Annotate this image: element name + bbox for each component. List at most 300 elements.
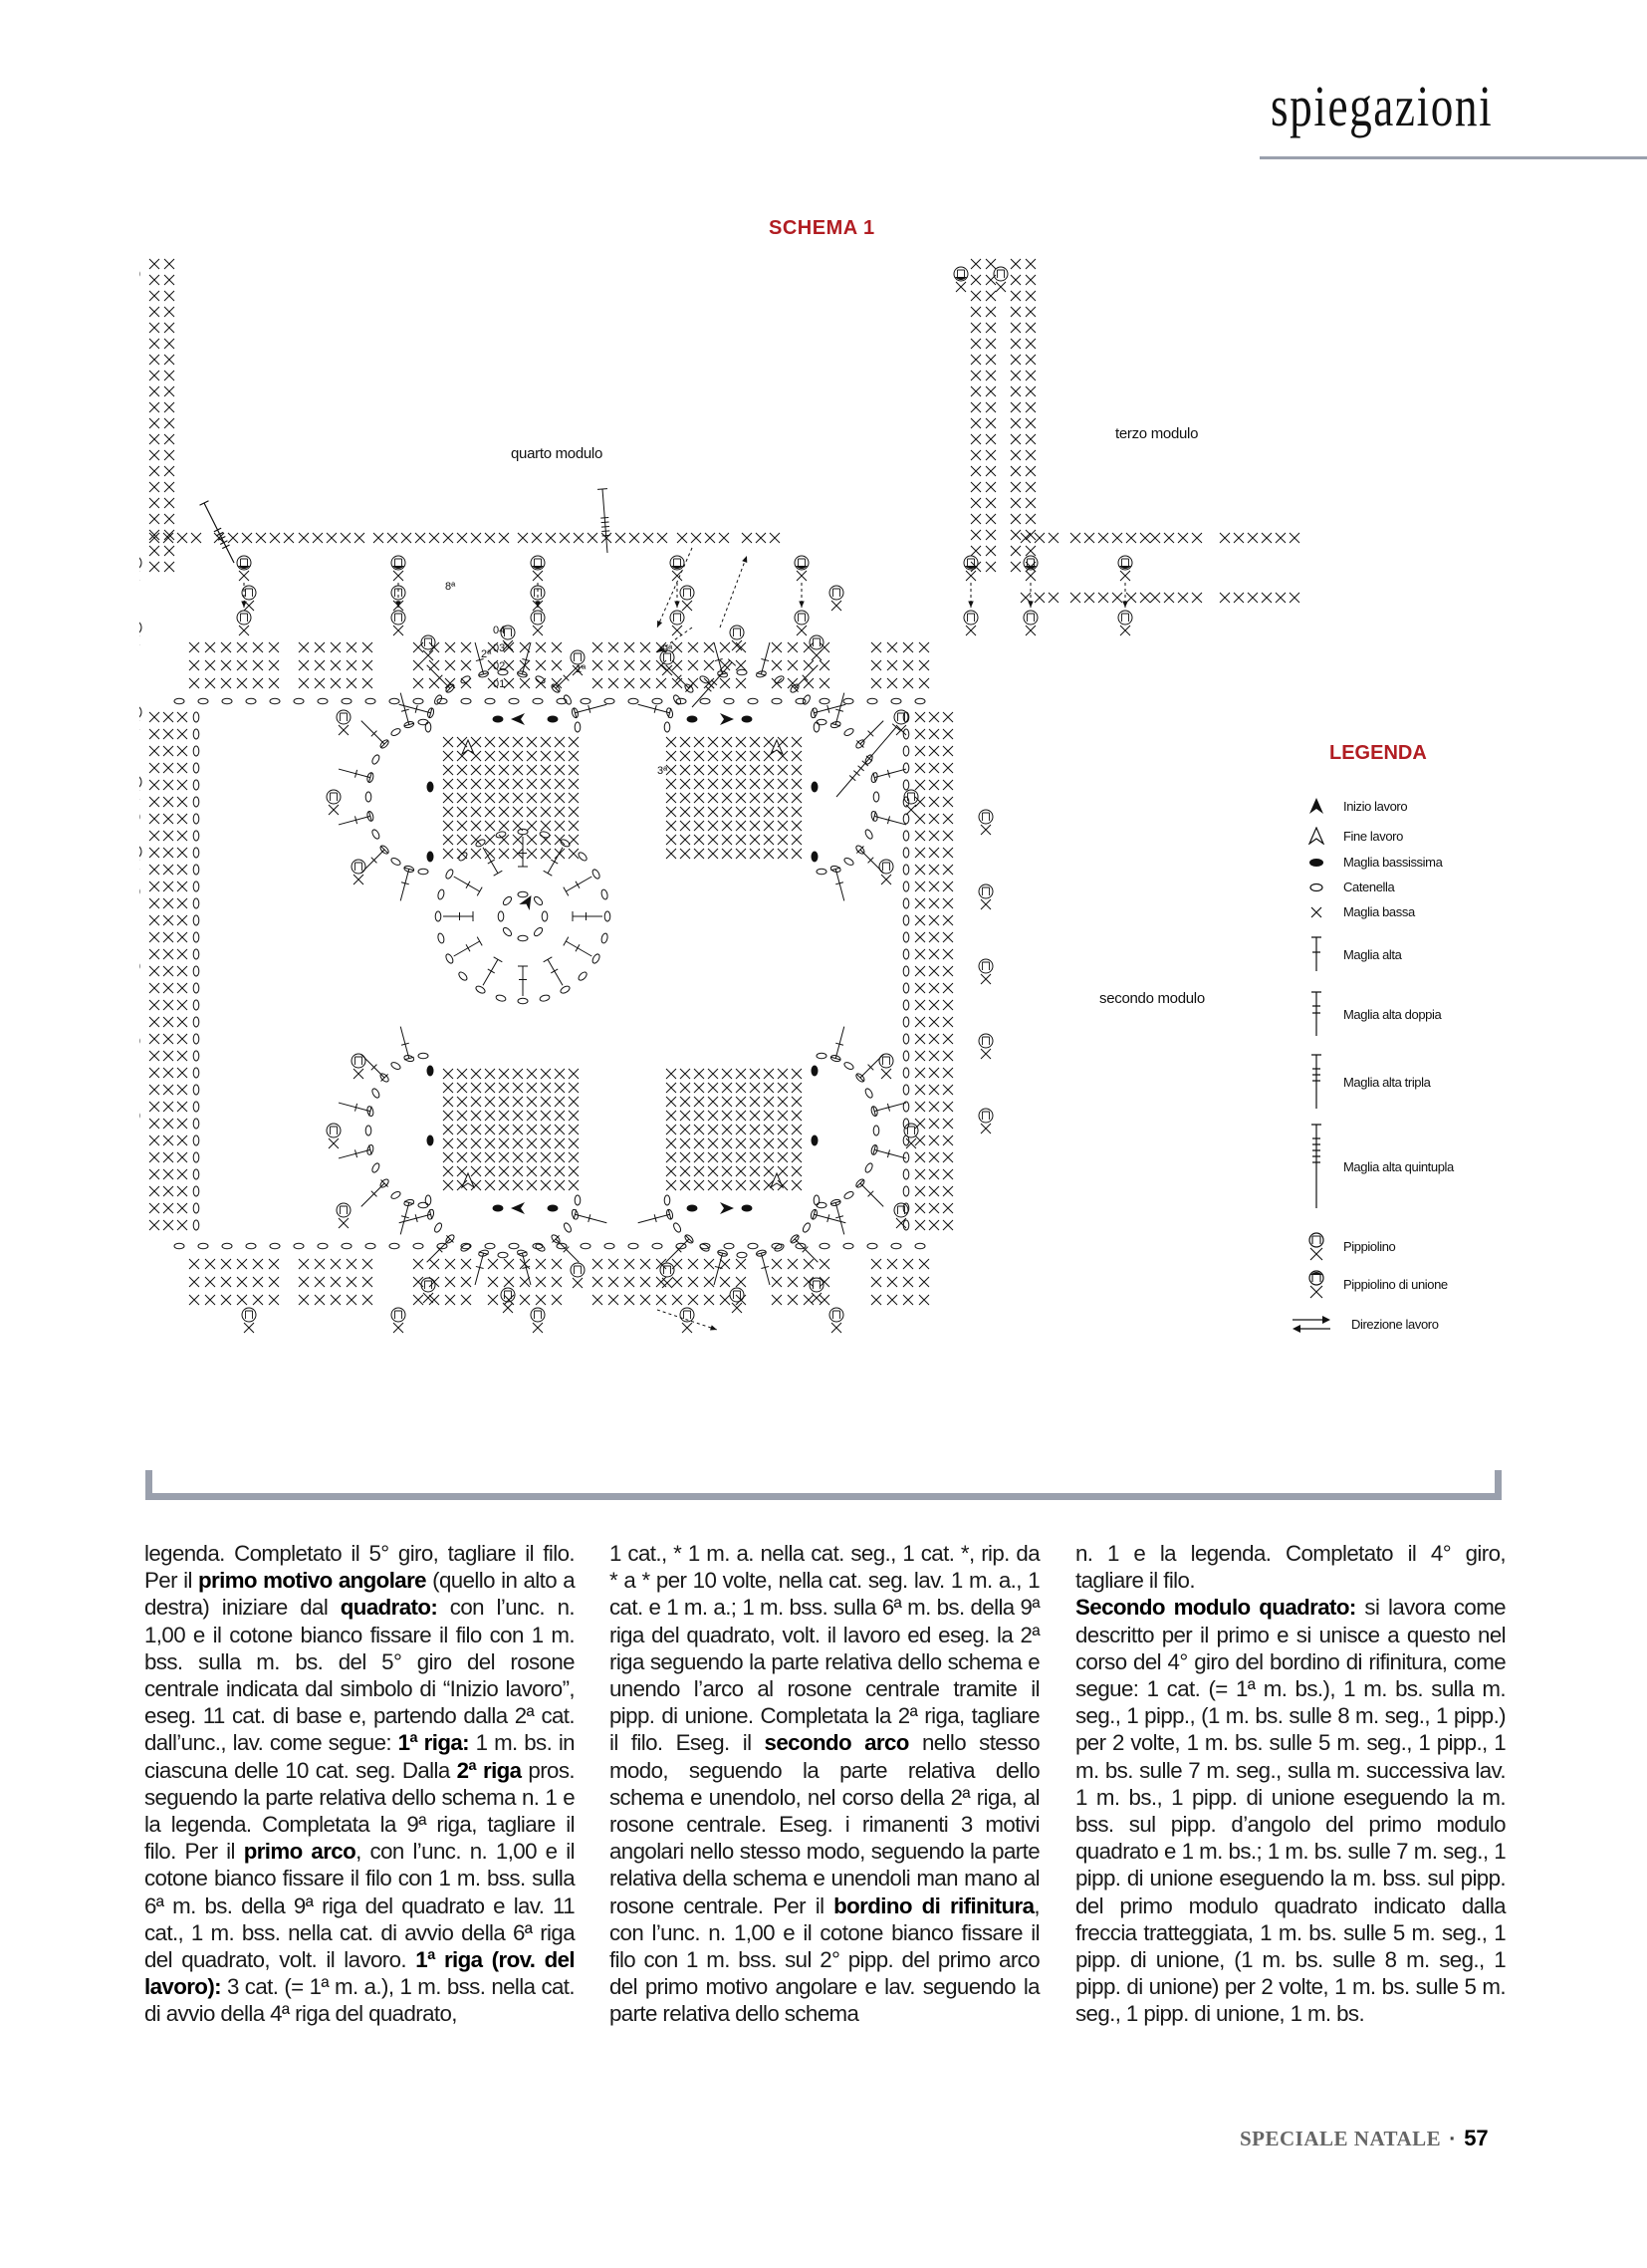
sc-stitch (1011, 418, 1021, 428)
sc-stitch (499, 1152, 509, 1162)
sc-stitch (471, 1180, 481, 1190)
sc-stitch (708, 1083, 718, 1093)
sc-stitch (694, 1069, 704, 1079)
sc-stitch (929, 848, 939, 858)
sc-stitch (471, 821, 481, 831)
sc-stitch (688, 660, 698, 670)
sc-stitch (149, 882, 159, 891)
picot-inner (799, 614, 806, 622)
chain-stitch (843, 1190, 854, 1200)
treble-post (874, 1149, 906, 1158)
chain-stitch (502, 926, 513, 937)
legend-label: Maglia alta (1343, 946, 1402, 962)
sc-stitch (177, 949, 187, 959)
sc-stitch (750, 793, 760, 803)
sc-stitch (903, 1277, 913, 1287)
legend-label: Maglia alta tripla (1343, 1074, 1431, 1090)
sc-stitch (1026, 418, 1036, 428)
chain-stitch (193, 797, 199, 807)
sc-stitch (694, 849, 704, 859)
sc-stitch (736, 1138, 746, 1148)
sc-stitch (555, 1097, 565, 1107)
text-run: (quello in alto a destra) iniziare dal (144, 1568, 576, 1621)
treble-post (400, 1202, 409, 1234)
sc-stitch (177, 966, 187, 976)
sc-stitch (788, 1295, 798, 1305)
sc-stitch (164, 482, 174, 492)
sc-stitch (592, 1295, 602, 1305)
sc-stitch (253, 1277, 263, 1287)
chain-stitch (591, 869, 601, 880)
sc-stitch (347, 1277, 356, 1287)
chain-stitch (903, 1085, 909, 1095)
picot (660, 1263, 674, 1277)
chain-stitch (903, 729, 909, 739)
sc-stitch (461, 642, 471, 652)
slip-stitch (493, 716, 504, 723)
treble-bar (576, 944, 580, 951)
sc-stitch (1011, 482, 1021, 492)
sc-stitch (149, 983, 159, 993)
treble-post (575, 1214, 606, 1223)
picot-inner (535, 1311, 542, 1319)
sc-stitch (149, 1034, 159, 1044)
treble-top (477, 887, 482, 896)
treble-bar (214, 528, 221, 532)
sc-stitch (569, 1111, 579, 1121)
chain-stitch (664, 1195, 670, 1205)
sc-stitch (149, 355, 159, 365)
sc-stitch (1126, 593, 1136, 603)
text-run: n. 1 e la legenda. Completato il 4° giro, tagliare il filo. (1075, 1541, 1506, 1594)
sc-stitch (149, 1000, 159, 1010)
sc-stitch (177, 1085, 187, 1095)
sc-stitch (764, 1166, 774, 1176)
sc-stitch (919, 660, 929, 670)
treble-post (400, 1027, 409, 1059)
sc-stitch (592, 1277, 602, 1287)
schema-title: SCHEMA 1 (769, 217, 875, 239)
picot-base (1026, 571, 1036, 581)
sc-stitch (362, 1259, 372, 1269)
sc-stitch (929, 1169, 939, 1179)
sc-stitch (177, 729, 187, 739)
sc-stitch (488, 1295, 498, 1305)
sc-stitch (592, 1259, 602, 1269)
sc-stitch (555, 765, 565, 775)
sc-stitch (986, 307, 996, 317)
sc-stitch (513, 1083, 523, 1093)
chain-stitch (539, 994, 550, 1002)
sc-stitch (177, 915, 187, 925)
sc-stitch (943, 1102, 953, 1112)
sc-stitch (694, 1166, 704, 1176)
sc-stitch (1262, 593, 1272, 603)
treble-bar (600, 517, 608, 518)
sc-stitch (253, 660, 263, 670)
sc-stitch (778, 1083, 788, 1093)
sc-stitch (331, 1259, 341, 1269)
sc-stitch (205, 642, 215, 652)
sc-stitch (163, 1102, 173, 1112)
sc-stitch (680, 1125, 690, 1134)
sc-stitch (499, 1111, 509, 1121)
sc-stitch (915, 1000, 925, 1010)
sc-stitch (163, 848, 173, 858)
sc-stitch (1026, 402, 1036, 412)
sc-stitch (929, 1203, 939, 1213)
sc-stitch (163, 1220, 173, 1230)
sc-stitch (792, 779, 802, 789)
sc-stitch (804, 660, 814, 670)
sc-stitch (499, 533, 509, 543)
sc-stitch (555, 751, 565, 761)
chain-stitch (246, 698, 256, 704)
chain-stitch (413, 698, 423, 704)
picot-base (662, 1278, 672, 1288)
sc-stitch (331, 660, 341, 670)
chain-stitch (222, 698, 232, 704)
sc-stitch (788, 642, 798, 652)
sc-stitch (708, 1138, 718, 1148)
sc-stitch (750, 835, 760, 845)
start-marker (511, 1202, 525, 1214)
picot-base (353, 1069, 363, 1079)
sc-stitch (1035, 533, 1045, 543)
sc-stitch (569, 793, 579, 803)
sc-stitch (149, 966, 159, 976)
chain-stitch (903, 983, 909, 993)
sc-stitch (943, 1220, 953, 1230)
treble-post (204, 503, 234, 563)
sc-stitch (149, 814, 159, 824)
filled-oval-icon (1299, 857, 1333, 869)
treble-post (483, 848, 498, 874)
sc-stitch (1011, 562, 1021, 572)
sc-stitch (485, 835, 495, 845)
chain-stitch (444, 869, 454, 880)
sc-stitch (499, 821, 509, 831)
sc-stitch (708, 849, 718, 859)
picot-base (981, 1049, 991, 1059)
sc-stitch (1011, 498, 1021, 508)
picot-base (329, 805, 339, 815)
picot (680, 586, 694, 600)
slip-stitch (427, 782, 434, 793)
sc-stitch (722, 751, 732, 761)
sc-stitch (552, 660, 562, 670)
sc-stitch (804, 1277, 814, 1287)
sc-stitch (177, 1068, 187, 1078)
sc-stitch (149, 848, 159, 858)
sc-stitch (640, 660, 650, 670)
sc-stitch (943, 729, 953, 739)
chain-stitch (457, 971, 468, 982)
sc-stitch (1011, 514, 1021, 524)
chain-stitch (581, 1243, 590, 1249)
row-marker: 03 (493, 642, 506, 654)
sc-stitch (574, 533, 584, 543)
sc-stitch (640, 1259, 650, 1269)
sc-stitch (471, 765, 481, 775)
picot-inner (883, 1057, 890, 1065)
join-arrow-line (720, 556, 747, 628)
sc-stitch (177, 932, 187, 942)
sc-stitch (541, 1111, 551, 1121)
picot (327, 1124, 341, 1137)
sc-stitch (177, 1203, 187, 1213)
sc-stitch (485, 1069, 495, 1079)
sc-stitch (694, 1152, 704, 1162)
chain-stitch (193, 1017, 199, 1027)
chain-stitch (518, 829, 528, 835)
sc-stitch (943, 780, 953, 790)
picot (670, 611, 684, 625)
page-footer (1240, 2126, 1489, 2151)
chain-stitch (903, 949, 909, 959)
sc-stitch (694, 1180, 704, 1190)
sc-stitch (750, 1097, 760, 1107)
sc-stitch (149, 763, 159, 773)
sc-stitch (694, 765, 704, 775)
chain-stitch (193, 780, 199, 790)
sc-stitch (555, 793, 565, 803)
sc-stitch (413, 1295, 423, 1305)
join-arrow-line (657, 1310, 717, 1330)
picot-inner (505, 629, 512, 636)
picot-inner (674, 614, 681, 622)
picot-base (393, 571, 403, 581)
treble-post (566, 877, 591, 891)
sc-stitch (971, 291, 981, 301)
chain-stitch (802, 1222, 812, 1233)
sc-stitch (331, 1295, 341, 1305)
sc-stitch (163, 712, 173, 722)
treble-top (477, 937, 482, 946)
sc-stitch (943, 983, 953, 993)
picot-inner (331, 793, 338, 801)
chain-stitch (600, 888, 608, 899)
picot (571, 1263, 585, 1277)
treble-top (544, 871, 553, 876)
row-marker: 04 (493, 625, 506, 636)
chain-stitch (672, 1222, 682, 1233)
sc-stitch (666, 1166, 676, 1176)
picot-base (881, 875, 891, 884)
sc-stitch (149, 898, 159, 908)
diagram-bracket (145, 1470, 1502, 1500)
sc-stitch (1026, 275, 1036, 285)
treble-bar (601, 522, 609, 523)
sc-stitch (552, 1277, 562, 1287)
sc-stitch (1140, 533, 1150, 543)
sc-stitch (488, 1277, 498, 1287)
sc-stitch (971, 339, 981, 349)
treble-post (874, 1103, 906, 1112)
sc-stitch (608, 1295, 618, 1305)
sc-stitch (443, 849, 453, 859)
sc-stitch (971, 482, 981, 492)
sc-stitch (485, 1152, 495, 1162)
sc-stitch (457, 751, 467, 761)
picot (501, 1288, 515, 1302)
treble-post (400, 693, 409, 725)
picot-base (672, 626, 682, 635)
sc-stitch (237, 1259, 247, 1269)
sc-stitch (1276, 533, 1286, 543)
picot (242, 1308, 256, 1322)
legend-item-fine-lavoro (1299, 827, 1403, 845)
sc-stitch (445, 678, 455, 688)
sc-stitch (919, 1277, 929, 1287)
sc-stitch (887, 678, 897, 688)
treble-bar (602, 535, 610, 536)
sc-stitch (915, 831, 925, 841)
legend-item-direzione-lavoro (1290, 1315, 1439, 1333)
sc-stitch (1248, 533, 1258, 543)
treble-post (339, 769, 370, 778)
sc-stitch (943, 831, 953, 841)
sc-stitch (708, 1152, 718, 1162)
chain-stitch (193, 1119, 199, 1129)
treble-post (835, 1202, 844, 1234)
sc-stitch (971, 418, 981, 428)
sc-stitch (943, 1034, 953, 1044)
sc-stitch (929, 1034, 939, 1044)
treble-bar (466, 944, 470, 951)
sc-stitch (1164, 593, 1174, 603)
chain-stitch (843, 698, 853, 704)
sc-stitch (943, 1152, 953, 1162)
chain-stitch (390, 1061, 401, 1071)
start-marker (720, 1202, 734, 1214)
sc-stitch (694, 807, 704, 817)
bold-run: Secondo modulo quadrato: (1075, 1595, 1356, 1621)
legend-label: Pippiolino di unione (1343, 1276, 1448, 1292)
sc-stitch (986, 323, 996, 333)
treble-post (483, 959, 498, 985)
text-run: , con l’unc. n. 1,00 e il cotone bianco fissare il filo con 1 m. bss. sul 2° pipp. del primo arco del primo motivo angolare e lav. seguendo la parte relativa dello schema (609, 1892, 1040, 2027)
sc-stitch (708, 821, 718, 831)
sc-stitch (552, 1295, 562, 1305)
sc-stitch (903, 1259, 913, 1269)
sc-stitch (720, 1295, 730, 1305)
chain-stitch (460, 674, 471, 684)
picot-base (682, 601, 692, 611)
slip-stitch (687, 1205, 698, 1212)
sc-stitch (624, 1259, 634, 1269)
sc-stitch (722, 1152, 732, 1162)
sc-stitch (688, 642, 698, 652)
treble-post (361, 721, 384, 744)
sc-stitch (163, 1169, 173, 1179)
slip-stitch (742, 1205, 753, 1212)
sc-stitch (485, 1166, 495, 1176)
sc-stitch (764, 1083, 774, 1093)
sc-stitch (149, 1068, 159, 1078)
sc-stitch (149, 498, 159, 508)
picot-inner (1028, 559, 1035, 567)
sc-stitch (499, 751, 509, 761)
chain-stitch (318, 698, 328, 704)
slip-stitch (427, 1066, 434, 1077)
sc-stitch (541, 849, 551, 859)
sc-stitch (443, 821, 453, 831)
legend-item-catenella (1299, 880, 1394, 894)
sc-stitch (666, 1125, 676, 1134)
sc-stitch (943, 1186, 953, 1196)
chain-stitch (270, 1243, 280, 1249)
sc-stitch (694, 821, 704, 831)
sc-stitch (694, 1097, 704, 1107)
chain-stitch (903, 814, 909, 824)
sc-stitch (750, 751, 760, 761)
sc-stitch (778, 1111, 788, 1121)
sc-stitch (772, 1277, 782, 1287)
chain-stitch (389, 1243, 399, 1249)
sc-stitch (461, 660, 471, 670)
chain-stitch (193, 1102, 199, 1112)
sc-stitch (1234, 593, 1244, 603)
picot (979, 884, 993, 898)
join-arrow-head (799, 602, 804, 608)
sc-stitch (541, 821, 551, 831)
sc-stitch (513, 737, 523, 747)
sc-stitch (541, 779, 551, 789)
sc-stitch (527, 737, 537, 747)
sc-stitch (461, 1277, 471, 1287)
sc-stitch (915, 898, 925, 908)
sc-stitch (750, 1083, 760, 1093)
sc-stitch (443, 1138, 453, 1148)
sc-stitch (527, 793, 537, 803)
picot-inner (331, 1127, 338, 1134)
sc-stitch (253, 1259, 263, 1269)
sc-stitch (680, 1138, 690, 1148)
chain-stitch (578, 851, 588, 862)
sc-stitch (457, 821, 467, 831)
sc-stitch (555, 1125, 565, 1134)
sc-stitch (778, 765, 788, 775)
legend-item-maglia-alta (1299, 936, 1401, 972)
sc-stitch (986, 386, 996, 396)
sc-stitch (555, 1180, 565, 1190)
sc-stitch (1164, 533, 1174, 543)
treble-post (860, 1183, 883, 1206)
sc-stitch (177, 1051, 187, 1061)
sc-stitch (943, 763, 953, 773)
legend-label: Maglia bassissima (1343, 855, 1443, 870)
sc-stitch (778, 1138, 788, 1148)
picot (571, 650, 585, 664)
sc-stitch (708, 793, 718, 803)
sc-stitch (163, 1085, 173, 1095)
picot (829, 586, 843, 600)
sc-stitch (943, 882, 953, 891)
sc-stitch (971, 498, 981, 508)
sc-stitch (299, 1259, 309, 1269)
sc-stitch (788, 660, 798, 670)
treble-top (564, 887, 569, 896)
chain-stitch (193, 763, 199, 773)
sc-stitch (457, 1083, 467, 1093)
sc-stitch (461, 1295, 471, 1305)
sc-stitch (541, 1097, 551, 1107)
sc-stitch (772, 660, 782, 670)
sc-stitch (778, 779, 788, 789)
chain-stitch (365, 792, 371, 802)
sc-stitch (520, 1277, 530, 1287)
